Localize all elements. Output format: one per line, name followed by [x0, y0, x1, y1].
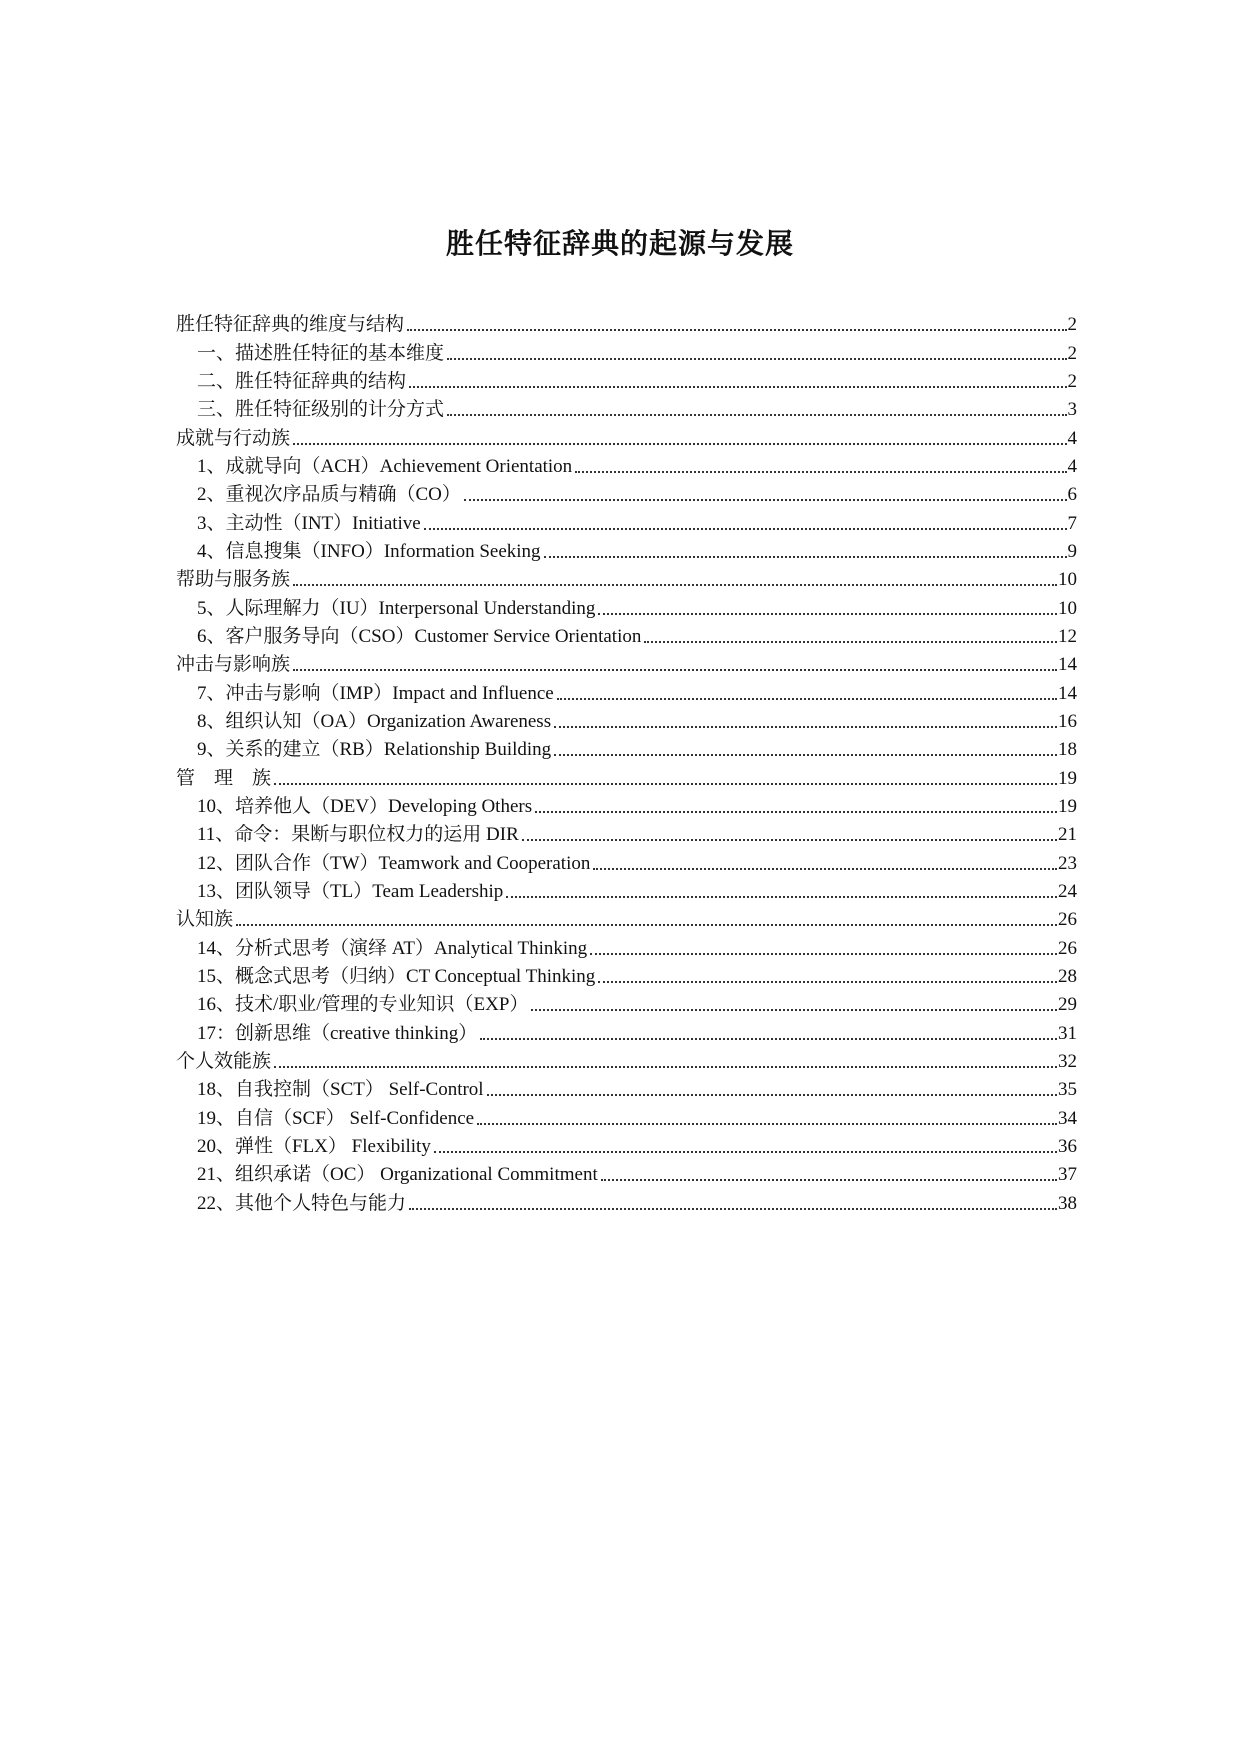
toc-entry-title: 15、概念式思考（归纳）CT Conceptual Thinking — [197, 965, 596, 987]
toc-entry-title: 胜任特征辞典的维度与结构 — [176, 314, 405, 336]
toc-dot-leader — [598, 981, 1057, 983]
toc-entry-title: 3、主动性（INT）Initiative — [197, 512, 421, 534]
toc-dot-leader — [644, 641, 1057, 643]
toc-dot-leader — [409, 386, 1066, 388]
toc-entry-title: 22、其他个人特色与能力 — [197, 1192, 407, 1214]
toc-entry-title: 冲击与影响族 — [176, 654, 291, 676]
toc-entry[interactable] — [176, 1101, 1077, 1129]
toc-entry[interactable] — [176, 365, 1077, 393]
toc-page-number: 10 — [1058, 569, 1077, 591]
toc-entry[interactable] — [176, 478, 1077, 506]
toc-entry[interactable] — [176, 393, 1077, 421]
toc-entry[interactable] — [176, 1073, 1077, 1101]
toc-entry[interactable] — [176, 818, 1077, 846]
toc-page-number: 29 — [1058, 994, 1077, 1016]
toc-dot-leader — [593, 868, 1057, 870]
toc-entry-title: 19、自信（SCF） Self-Confidence — [197, 1107, 475, 1129]
toc-entry-title: 三、胜任特征级别的计分方式 — [197, 399, 445, 421]
toc-entry-title: 1、成就导向（ACH）Achievement Orientation — [197, 455, 573, 477]
toc-dot-leader — [424, 528, 1067, 530]
table-of-contents — [176, 308, 1077, 1215]
toc-dot-leader — [554, 754, 1057, 756]
toc-page-number: 23 — [1058, 852, 1077, 874]
toc-dot-leader — [274, 783, 1057, 785]
toc-dot-leader — [407, 329, 1066, 331]
toc-entry[interactable] — [176, 790, 1077, 818]
toc-page-number: 32 — [1058, 1050, 1077, 1072]
toc-dot-leader — [557, 698, 1057, 700]
toc-dot-leader — [506, 896, 1057, 898]
toc-entry-title: 17：创新思维（creative thinking） — [197, 1022, 478, 1044]
toc-page-number: 4 — [1067, 455, 1077, 477]
toc-dot-leader — [293, 584, 1057, 586]
toc-page-number: 34 — [1058, 1107, 1077, 1129]
toc-entry-title: 10、培养他人（DEV）Developing Others — [197, 795, 533, 817]
toc-entry-title: 12、团队合作（TW）Teamwork and Cooperation — [197, 852, 591, 874]
toc-dot-leader — [434, 1151, 1057, 1153]
toc-entry[interactable] — [176, 733, 1077, 761]
toc-entry[interactable] — [176, 1045, 1077, 1073]
toc-entry[interactable] — [176, 705, 1077, 733]
toc-entry-title: 成就与行动族 — [176, 427, 291, 449]
toc-page-number: 18 — [1058, 739, 1077, 761]
toc-page-number: 10 — [1058, 597, 1077, 619]
toc-entry-title: 16、技术/职业/管理的专业知识（EXP） — [197, 994, 529, 1016]
toc-entry[interactable] — [176, 308, 1077, 336]
toc-page-number: 2 — [1067, 342, 1077, 364]
toc-dot-leader — [274, 1066, 1057, 1068]
toc-entry-title: 21、组织承诺（OC） Organizational Commitment — [197, 1164, 598, 1186]
toc-page-number: 3 — [1067, 399, 1077, 421]
toc-page-number: 9 — [1067, 540, 1077, 562]
toc-entry[interactable] — [176, 336, 1077, 364]
toc-dot-leader — [531, 1009, 1057, 1011]
toc-page-number: 21 — [1058, 824, 1077, 846]
toc-entry[interactable] — [176, 1186, 1077, 1214]
toc-dot-leader — [293, 669, 1057, 671]
toc-dot-leader — [480, 1038, 1057, 1040]
toc-page-number: 12 — [1058, 625, 1077, 647]
toc-entry-title: 7、冲击与影响（IMP）Impact and Influence — [197, 682, 554, 704]
toc-dot-leader — [447, 358, 1066, 360]
toc-page-number: 14 — [1058, 682, 1077, 704]
toc-dot-leader — [544, 556, 1067, 558]
toc-entry-title: 个人效能族 — [176, 1050, 272, 1072]
toc-entry[interactable] — [176, 506, 1077, 534]
toc-entry[interactable] — [176, 960, 1077, 988]
toc-entry-title: 20、弹性（FLX） Flexibility — [197, 1135, 431, 1157]
toc-page-number: 35 — [1058, 1079, 1077, 1101]
toc-page-number: 19 — [1058, 795, 1077, 817]
toc-entry-title: 管 理 族 — [176, 767, 272, 789]
toc-dot-leader — [236, 924, 1057, 926]
toc-page-number: 4 — [1067, 427, 1077, 449]
toc-dot-leader — [590, 953, 1057, 955]
toc-entry[interactable] — [176, 903, 1077, 931]
toc-entry[interactable] — [176, 761, 1077, 789]
toc-entry[interactable] — [176, 421, 1077, 449]
toc-dot-leader — [554, 726, 1057, 728]
toc-entry[interactable] — [176, 648, 1077, 676]
toc-entry-title: 6、客户服务导向（CSO）Customer Service Orientation — [197, 625, 642, 647]
toc-dot-leader — [535, 811, 1057, 813]
toc-entry[interactable] — [176, 563, 1077, 591]
toc-entry[interactable] — [176, 931, 1077, 959]
toc-entry[interactable] — [176, 875, 1077, 903]
toc-entry-title: 一、描述胜任特征的基本维度 — [197, 342, 445, 364]
toc-dot-leader — [293, 443, 1066, 445]
toc-page-number: 14 — [1058, 654, 1077, 676]
toc-page-number: 36 — [1058, 1135, 1077, 1157]
toc-entry[interactable] — [176, 450, 1077, 478]
toc-dot-leader — [447, 414, 1066, 416]
toc-dot-leader — [598, 613, 1057, 615]
toc-entry-title: 2、重视次序品质与精确（CO） — [197, 484, 461, 506]
toc-entry[interactable] — [176, 535, 1077, 563]
toc-entry-title: 9、关系的建立（RB）Relationship Building — [197, 739, 552, 761]
toc-page-number: 31 — [1058, 1022, 1077, 1044]
toc-entry-title: 14、分析式思考（演绎 AT）Analytical Thinking — [197, 937, 588, 959]
toc-page-number: 19 — [1058, 767, 1077, 789]
toc-page-number: 26 — [1058, 909, 1077, 931]
toc-entry-title: 帮助与服务族 — [176, 569, 291, 591]
toc-dot-leader — [522, 839, 1057, 841]
toc-page-number: 2 — [1067, 314, 1077, 336]
toc-entry-title: 5、人际理解力（IU）Interpersonal Understanding — [197, 597, 596, 619]
toc-page-number: 2 — [1067, 370, 1077, 392]
toc-dot-leader — [477, 1123, 1057, 1125]
toc-entry-title: 11、命令：果断与职位权力的运用 DIR — [197, 824, 519, 846]
toc-entry-title: 8、组织认知（OA）Organization Awareness — [197, 710, 552, 732]
toc-entry[interactable] — [176, 1130, 1077, 1158]
toc-page-number: 16 — [1058, 710, 1077, 732]
toc-dot-leader — [409, 1208, 1057, 1210]
toc-entry-title: 18、自我控制（SCT） Self-Control — [197, 1079, 484, 1101]
toc-page-number: 38 — [1058, 1192, 1077, 1214]
toc-entry-title: 4、信息搜集（INFO）Information Seeking — [197, 540, 541, 562]
toc-page-number: 26 — [1058, 937, 1077, 959]
toc-page-number: 28 — [1058, 965, 1077, 987]
toc-page-number: 37 — [1058, 1164, 1077, 1186]
page-title: 胜任特征辞典的起源与发展 — [445, 227, 794, 260]
toc-entry[interactable] — [176, 988, 1077, 1016]
toc-dot-leader — [487, 1094, 1057, 1096]
toc-entry-title: 认知族 — [176, 909, 234, 931]
toc-entry[interactable] — [176, 676, 1077, 704]
toc-dot-leader — [601, 1179, 1057, 1181]
toc-entry[interactable] — [176, 1158, 1077, 1186]
toc-entry-title: 13、团队领导（TL）Team Leadership — [197, 880, 504, 902]
toc-entry-title: 二、胜任特征辞典的结构 — [197, 370, 407, 392]
toc-page-number: 7 — [1067, 512, 1077, 534]
toc-entry[interactable] — [176, 591, 1077, 619]
toc-page-number: 24 — [1058, 880, 1077, 902]
toc-page-number: 6 — [1067, 484, 1077, 506]
toc-entry[interactable] — [176, 620, 1077, 648]
toc-dot-leader — [464, 499, 1067, 501]
toc-dot-leader — [575, 471, 1066, 473]
toc-entry[interactable] — [176, 846, 1077, 874]
toc-entry[interactable] — [176, 1016, 1077, 1044]
